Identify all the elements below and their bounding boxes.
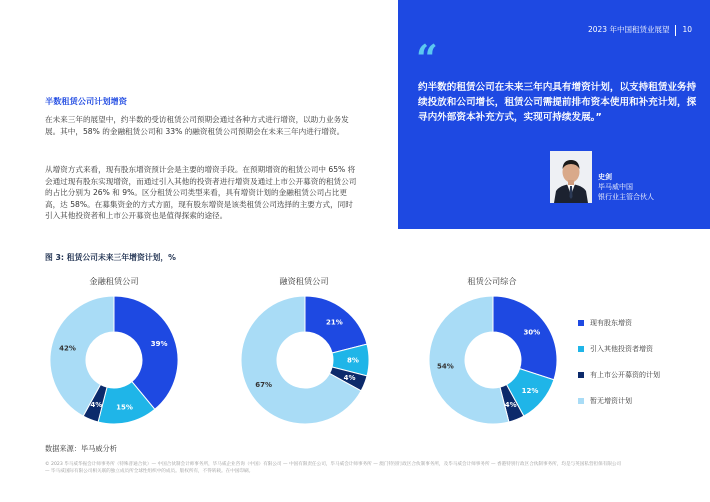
legend-swatch (578, 398, 584, 404)
donut-label-existing-shareholders: 21% (326, 318, 343, 327)
donut-label-existing-shareholders: 39% (150, 340, 168, 349)
chart-title-finance-leasing: 融资租赁公司 (279, 276, 329, 286)
legend-swatch (578, 372, 584, 378)
donut-slice-existing-shareholders (493, 296, 557, 380)
figure-title: 图 3: 租赁公司未来三年增资计划，% (45, 253, 176, 262)
page-header (588, 24, 692, 36)
data-source: 数据来源：毕马威分析 (45, 444, 117, 453)
donut-label-no-plan: 67% (255, 380, 273, 389)
donut-label-ipo: 4% (90, 401, 103, 410)
donut-label-other-investors: 15% (116, 403, 133, 412)
donut-label-existing-shareholders: 30% (523, 328, 541, 337)
quote-panel (398, 0, 710, 229)
person-company: 毕马威中国 (598, 183, 633, 191)
person-name: 史剑 (598, 173, 612, 181)
legend-label: 有上市公开募资的计划 (590, 371, 660, 379)
person-title: 银行业主管合伙人 (598, 193, 654, 201)
legend-label: 暂无增资计划 (590, 397, 632, 405)
page-number: 10 (682, 25, 692, 34)
donut-chart-overall (423, 290, 563, 430)
chart-title-overall: 租赁公司综合 (467, 276, 517, 286)
legend-label: 现有股东增资 (590, 319, 632, 327)
donut-label-other-investors: 12% (521, 387, 539, 396)
donut-label-no-plan: 42% (59, 344, 76, 353)
header-divider (675, 25, 676, 36)
portrait-photo (550, 151, 592, 203)
legend-label: 引入其他投资者增资 (590, 345, 653, 353)
donut-chart-financial-leasing (44, 290, 184, 430)
chart-title-financial-leasing: 金融租赁公司 (89, 276, 139, 286)
donut-chart-finance-leasing (235, 290, 375, 430)
report-title: 2023 年中国租赁业展望 (587, 25, 670, 34)
portrait-illustration (550, 151, 592, 203)
donut-label-other-investors: 8% (347, 356, 359, 365)
footer-disclaimer: © 2023 毕马威华振会计师事务所（特殊普通合伙）— 中国合伙制会计师事务所，毕马威企业咨询（中国）有限公司 — 中国有限责任公司，毕马威会计师事务所 — 澳门特别行政区合伙制事务所，及毕马威会计师事务所 — 香港特别行政区合伙制事务所，均是与英国私营担保有限公司 — 毕马威国际有限公司相关联的独立成员所全球性组织中的成员。版权所有，不得转载。在中国印刷。 (45, 462, 622, 474)
quote-attribution (598, 172, 654, 202)
quote-text: 约半数的租赁公司在未来三年内具有增资计划，以支持租赁业务持续投放和公司增长，租赁公司需提前排布资本使用和补充计划，探寻内外部资本补充方式，实现可持续发展。” (418, 82, 697, 123)
body-paragraph-1: 在未来三年的展望中，约半数的受访租赁公司预期会通过各种方式进行增资，以助力业务发展。其中，58% 的金融租赁公司和 33% 的融资租赁公司预期会在未来三年内进行增资。 (45, 115, 349, 136)
legend-swatch (578, 320, 584, 326)
donut-label-ipo: 4% (504, 401, 517, 410)
donut-label-no-plan: 54% (436, 362, 454, 371)
quote-mark-icon: “ (416, 36, 438, 81)
body-paragraph-2: 从增资方式来看，现有股东增资预计会是主要的增资手段。在预期增资的租赁公司中 65% 将会通过现有股东实现增资，而通过引入其他的投资者进行增资及通过上市公开募资的租赁公司的占比分别为 26% 和 9%。区分租赁公司类型来看，具有增资计划的金融租赁公司占比更高，达 58%。在募集资金的方式方面，现有股东增资是该类租赁公司选择的主要方式，同时引入其他投资者和上市公开募资也是值得探索的途径。 (45, 165, 357, 221)
donut-label-ipo: 4% (343, 374, 356, 383)
section-title: 半数租赁公司计划增资 (45, 96, 127, 106)
legend-swatch (578, 346, 584, 352)
